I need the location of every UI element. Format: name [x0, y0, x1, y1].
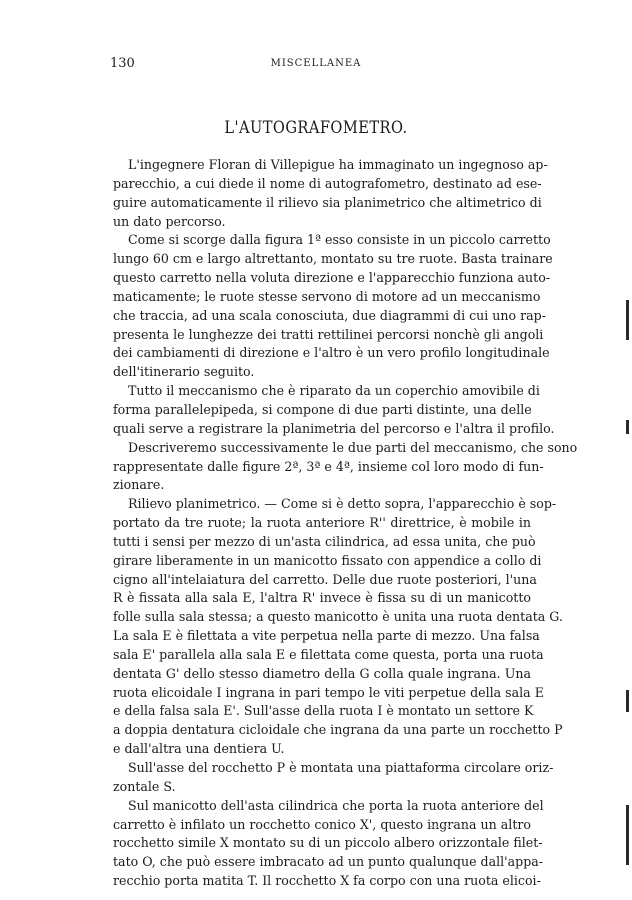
text-line: girare liberamente in un manicotto fissato con appendice a collo di [113, 552, 542, 568]
text-line: rappresentate dalle figure 2ª, 3ª e 4ª, insieme col loro modo di fun- [113, 458, 544, 474]
text-line: quali serve a registrare la planimetria del percorso e l'altra il profilo. [113, 420, 555, 436]
text-line: guire automaticamente il rilievo sia planimetrico che altimetrico di [113, 194, 542, 210]
text-line: tutti i sensi per mezzo di un'asta cilindrica, ad essa unita, che può [113, 533, 536, 549]
text-line: dell'itinerario seguito. [113, 364, 255, 380]
text-line: portato da tre ruote; la ruota anteriore R'' direttrice, è mobile in [113, 515, 531, 531]
text-line: che traccia, ad una scala conosciuta, due diagrammi di cui uno rap- [113, 307, 546, 323]
text-line: ruota elicoidale I ingrana in pari tempo le viti perpetue della sala E [113, 684, 544, 700]
text-line: R è fissata alla sala E, l'altra R' invece è fissa su di un manicotto [113, 590, 531, 606]
text-line: carretto è infilato un rocchetto conico X', questo ingrana un altro [113, 816, 531, 832]
text-line: recchio porta matita T. Il rocchetto X fa corpo con una ruota elicoi- [113, 873, 541, 889]
text-line: L'ingegnere Floran di Villepigue ha immaginato un ingegnoso ap- [128, 157, 548, 172]
text-line: a doppia dentatura cicloidale che ingrana da una parte un rocchetto P [113, 722, 563, 738]
text-line: zionare. [113, 477, 165, 493]
text-line: un dato percorso. [113, 213, 226, 229]
page-edge-mark [626, 420, 629, 434]
scan-speck [430, 826, 470, 829]
text-line: Descriveremo successivamente le due parti del meccanismo, che sono [128, 439, 578, 455]
text-line: presenta le lunghezze dei tratti rettilinei percorsi nonchè gli angoli [113, 326, 544, 342]
text-line: sala E' parallela alla sala E e filettata come questa, porta una ruota [113, 646, 544, 662]
running-title: MISCELLANEA [270, 58, 362, 69]
text-line: questo carretto nella voluta direzione e l'apparecchio funziona auto- [113, 270, 551, 286]
text-line: Sull'asse del rocchetto P è montata una piattaforma circolare oriz- [128, 760, 554, 775]
page-edge-mark [626, 300, 629, 340]
running-head [0, 56, 632, 72]
text-line: zontale S. [113, 778, 176, 794]
text-line: forma parallelepipeda, si compone di due parti distinte, una delle [113, 401, 532, 417]
text-line: Rilievo planimetrico. — Come si è detto sopra, l'apparecchio è sop- [128, 496, 557, 512]
text-line: folle sulla sala stessa; a questo manicotto è unita una ruota dentata G. [113, 609, 563, 625]
article-title: L'AUTOGRAFOMETRO. [224, 118, 408, 138]
article-body [113, 156, 578, 891]
text-line: La sala E è filettata a vite perpetua nella parte di mezzo. Una falsa [113, 628, 540, 644]
page-edge-mark [626, 690, 629, 712]
text-line: lungo 60 cm e largo altrettanto, montato su tre ruote. Basta trainare [113, 251, 553, 267]
text-line: maticamente; le ruote stesse servono di motore ad un meccanismo [113, 288, 541, 304]
text-line: Tutto il meccanismo che è riparato da un coperchio amovibile di [128, 383, 540, 399]
text-line: tato O, che può essere imbracato ad un punto qualunque dall'appa- [113, 854, 544, 870]
page-number: 130 [110, 56, 135, 71]
text-line: e dall'altra una dentiera U. [113, 741, 285, 757]
text-line: rocchetto simile X montato su di un piccolo albero orizzontale filet- [113, 835, 543, 851]
text-line: parecchio, a cui diede il nome di autografometro, destinato ad ese- [113, 175, 542, 191]
text-line: Sul manicotto dell'asta cilindrica che porta la ruota anteriore del [128, 797, 544, 813]
text-line: dei cambiamenti di direzione e l'altro è un vero profilo longitudinale [113, 345, 550, 361]
text-line: cigno all'intelaiatura del carretto. Delle due ruote posteriori, l'una [113, 571, 537, 587]
text-line: dentata G' dello stesso diametro della G colla quale ingrana. Una [113, 665, 531, 681]
page-edge-mark [626, 805, 629, 865]
text-line: e della falsa sala E'. Sull'asse della ruota I è montato un settore K [113, 703, 534, 719]
text-line: Come si scorge dalla figura 1ª esso consiste in un piccolo carretto [128, 232, 551, 248]
